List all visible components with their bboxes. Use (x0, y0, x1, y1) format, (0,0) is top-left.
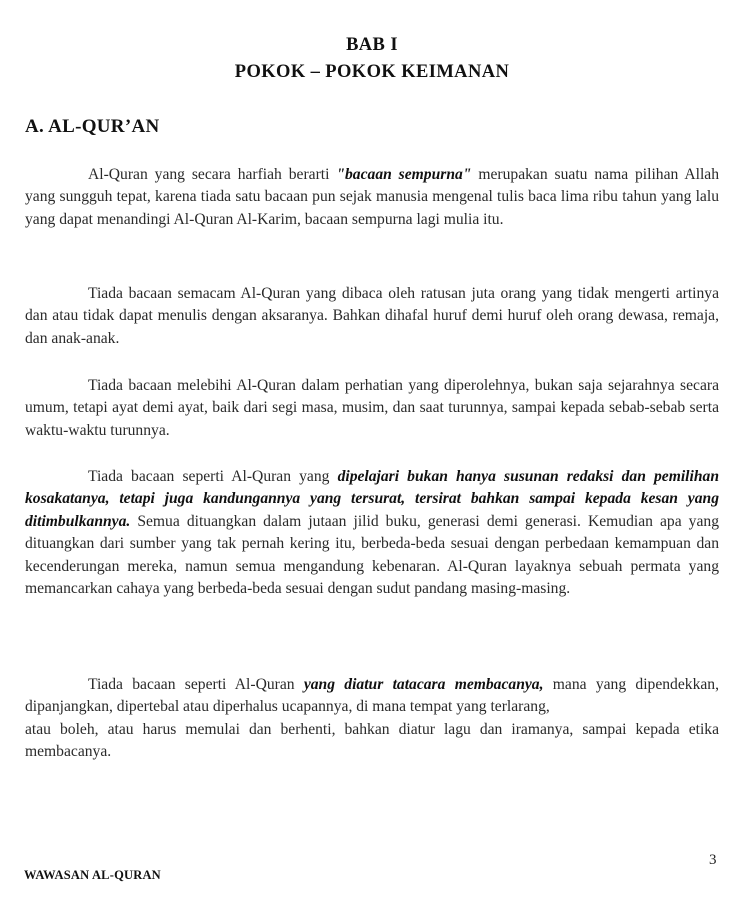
paragraph-4-emphasis: dipelajari bukan hanya susunan redaksi dan pemilihan kosakatanya, tetapi juga kandungannya yang tersurat, tersirat bahkan sampai kepada kesan yang ditimbulkannya. (25, 468, 719, 530)
paragraph-4-text-b: Semua dituangkan dalam jutaan jilid buku, generasi demi generasi. Kemudian apa yang dituangkan dari sumber yang tak pernah kering itu, berbeda-beda sesuai dengan perbedaan kemampuan dan kecenderungan mereka, namun semua mengandung kebenaran. Al-Quran layaknya sebuah permata yang memancarkan cahaya yang berbeda-beda sesuai dengan sudut pandang masing-masing. (25, 512, 719, 598)
paragraph-2 (25, 283, 719, 350)
paragraph-3 (25, 375, 719, 442)
paragraph-1 (25, 164, 719, 231)
paragraph-4-text-a: Tiada bacaan seperti Al-Quran yang (88, 468, 338, 485)
paragraph-4 (25, 466, 719, 600)
page-number: 3 (709, 852, 717, 868)
chapter-title: POKOK – POKOK KEIMANAN (234, 62, 510, 82)
paragraph-1-text-b: merupakan suatu nama pilihan Allah yang sungguh tepat, karena tiada satu bacaan pun sejak manusia mengenal tulis baca lima ribu tahun yang lalu yang dapat menandingi Al-Quran Al-Karim, bacaan sempurna lagi mulia itu. (25, 166, 719, 228)
footer-book-title: WAWASAN AL-QURAN (24, 868, 161, 882)
paragraph-2-text: Tiada bacaan semacam Al-Quran yang dibaca oleh ratusan juta orang yang tidak mengerti artinya dan atau tidak dapat menulis dengan aksaranya. Bahkan dihafal huruf demi huruf oleh orang dewasa, remaja, dan anak-anak. (25, 285, 719, 347)
paragraph-5-text-c: atau boleh, atau harus memulai dan berhenti, bahkan diatur lagu dan iramanya, sampai kepada etika membacanya. (25, 720, 719, 761)
paragraph-5-emphasis: yang diatur tatacara membacanya, (303, 676, 544, 693)
paragraph-5 (25, 674, 719, 764)
paragraph-3-text: Tiada bacaan melebihi Al-Quran dalam perhatian yang diperolehnya, bukan saja sejarahnya secara umum, tetapi ayat demi ayat, baik dari segi masa, musim, dan saat turunnya, sampai kepada sebab-sebab serta waktu-waktu turunnya. (25, 377, 719, 439)
paragraph-5-text-b: mana yang dipendekkan, dipanjangkan, dipertebal atau diperhalus ucapannya, di mana tempat yang terlarang, (25, 676, 719, 716)
paragraph-1-text-a: Al-Quran yang secara harfiah berarti (88, 166, 337, 183)
paragraph-1-emphasis: "bacaan sempurna" (336, 166, 472, 183)
paragraph-5-text-a: Tiada bacaan seperti Al-Quran (88, 676, 304, 693)
section-heading: A. AL-QUR’AN (25, 116, 160, 137)
chapter-number: BAB I (346, 35, 398, 55)
